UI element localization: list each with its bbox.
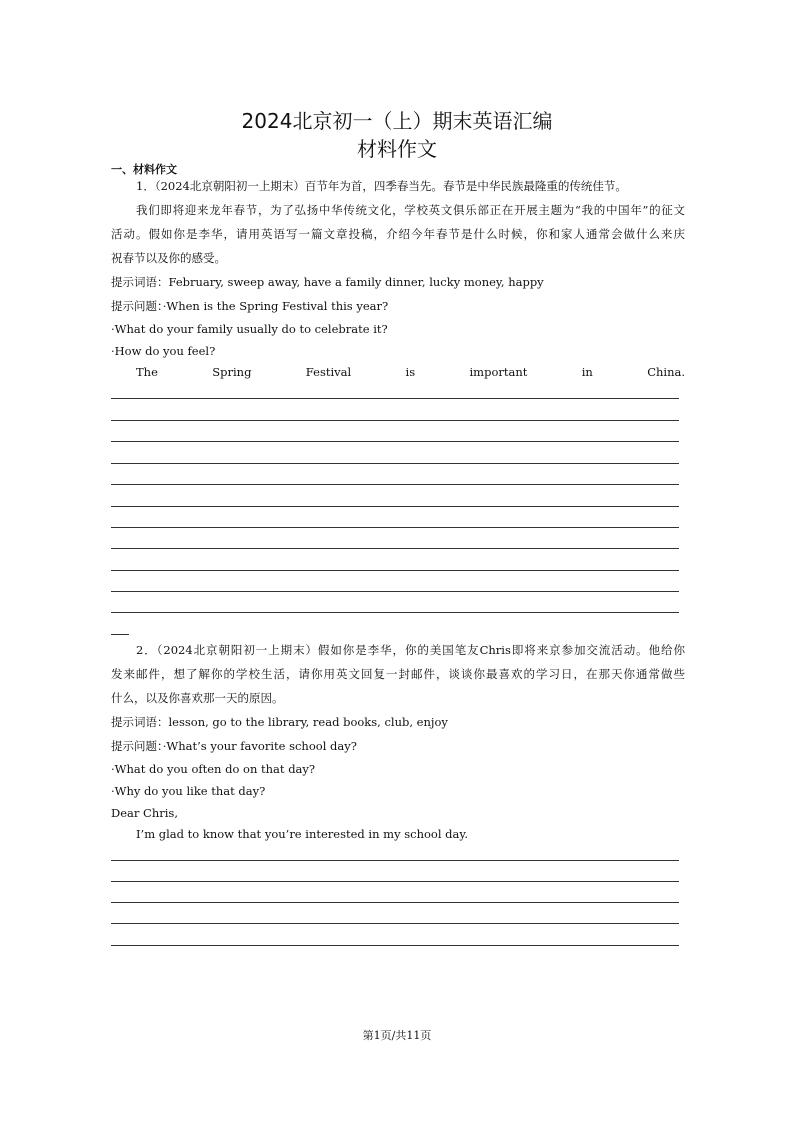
q2-writing-line bbox=[111, 945, 679, 946]
q1-writing-line bbox=[111, 570, 679, 571]
q2-opening-sentence: I’m glad to know that you’re interested in my school day. bbox=[136, 827, 469, 841]
q2-writing-line bbox=[111, 923, 679, 924]
q2-hint-question-2: ·What do you often do on that day? bbox=[111, 762, 316, 776]
document-title: 2024北京初一（上）期末英语汇编 bbox=[241, 109, 553, 133]
q2-intro-line1: 2．（2024北京朝阳初一上期末）假如你是李华，你的美国笔友Chris即将来京参加交流活动。他给你 bbox=[136, 643, 685, 657]
q2-intro-line2: 发来邮件，想了解你的学校生活，请你用英文回复一封邮件，谈谈你最喜欢的学习日，在那天你通常做些 bbox=[111, 667, 685, 681]
q1-hint-question-3: ·How do you feel? bbox=[111, 344, 216, 358]
q1-start-word: The bbox=[136, 365, 158, 379]
q1-writing-line-end bbox=[111, 634, 129, 635]
document-subtitle: 材料作文 bbox=[357, 137, 437, 161]
q2-writing-line bbox=[111, 860, 679, 861]
q1-hint-question-2: ·What do your family usually do to celebrate it? bbox=[111, 322, 388, 336]
q1-intro: 1．（2024北京朝阳初一上期末）百节年为首，四季春当先。春节是中华民族最隆重的传统佳节。 bbox=[136, 179, 627, 193]
q2-writing-line bbox=[111, 881, 679, 882]
q1-writing-line bbox=[111, 506, 679, 507]
q1-writing-line bbox=[111, 527, 679, 528]
q1-writing-line bbox=[111, 612, 679, 613]
q1-hint-question-1: 提示问题：·When is the Spring Festival this year? bbox=[111, 299, 389, 313]
q1-start-word: Spring bbox=[212, 365, 252, 379]
q1-start-sentence bbox=[136, 363, 685, 381]
q1-para-line3: 祝春节以及你的感受。 bbox=[111, 251, 226, 265]
q1-start-word: important bbox=[469, 365, 528, 379]
page-footer: 第1页/共11页 bbox=[362, 1029, 432, 1042]
q1-writing-line bbox=[111, 484, 679, 485]
q2-hint-question-3: ·Why do you like that day? bbox=[111, 784, 266, 798]
section-heading: 一、材料作文 bbox=[111, 163, 177, 176]
q1-writing-line bbox=[111, 591, 679, 592]
q1-start-word: is bbox=[405, 365, 416, 379]
q1-writing-line bbox=[111, 441, 679, 442]
q1-start-word: in bbox=[581, 365, 593, 379]
q1-hint-words: 提示词语：February, sweep away, have a family dinner, lucky money, happy bbox=[111, 275, 544, 289]
q1-writing-line bbox=[111, 420, 679, 421]
q2-intro-line3: 什么，以及你喜欢那一天的原因。 bbox=[111, 691, 284, 705]
q1-start-word: Festival bbox=[305, 365, 352, 379]
q2-salutation: Dear Chris, bbox=[111, 806, 178, 820]
q2-hint-words: 提示词语：lesson, go to the library, read books, club, enjoy bbox=[111, 715, 448, 729]
q1-writing-line bbox=[111, 463, 679, 464]
q2-writing-line bbox=[111, 902, 679, 903]
q1-writing-line bbox=[111, 398, 679, 399]
q1-para-line1: 我们即将迎来龙年春节，为了弘扬中华传统文化，学校英文俱乐部正在开展主题为“我的中国年”的征文 bbox=[136, 203, 685, 217]
q1-writing-line bbox=[111, 548, 679, 549]
q1-start-word: China. bbox=[647, 365, 685, 379]
q2-hint-question-1: 提示问题：·What’s your favorite school day? bbox=[111, 739, 357, 753]
q1-para-line2: 活动。假如你是李华，请用英语写一篇文章投稿，介绍今年春节是什么时候，你和家人通常会做什么来庆 bbox=[111, 227, 685, 241]
